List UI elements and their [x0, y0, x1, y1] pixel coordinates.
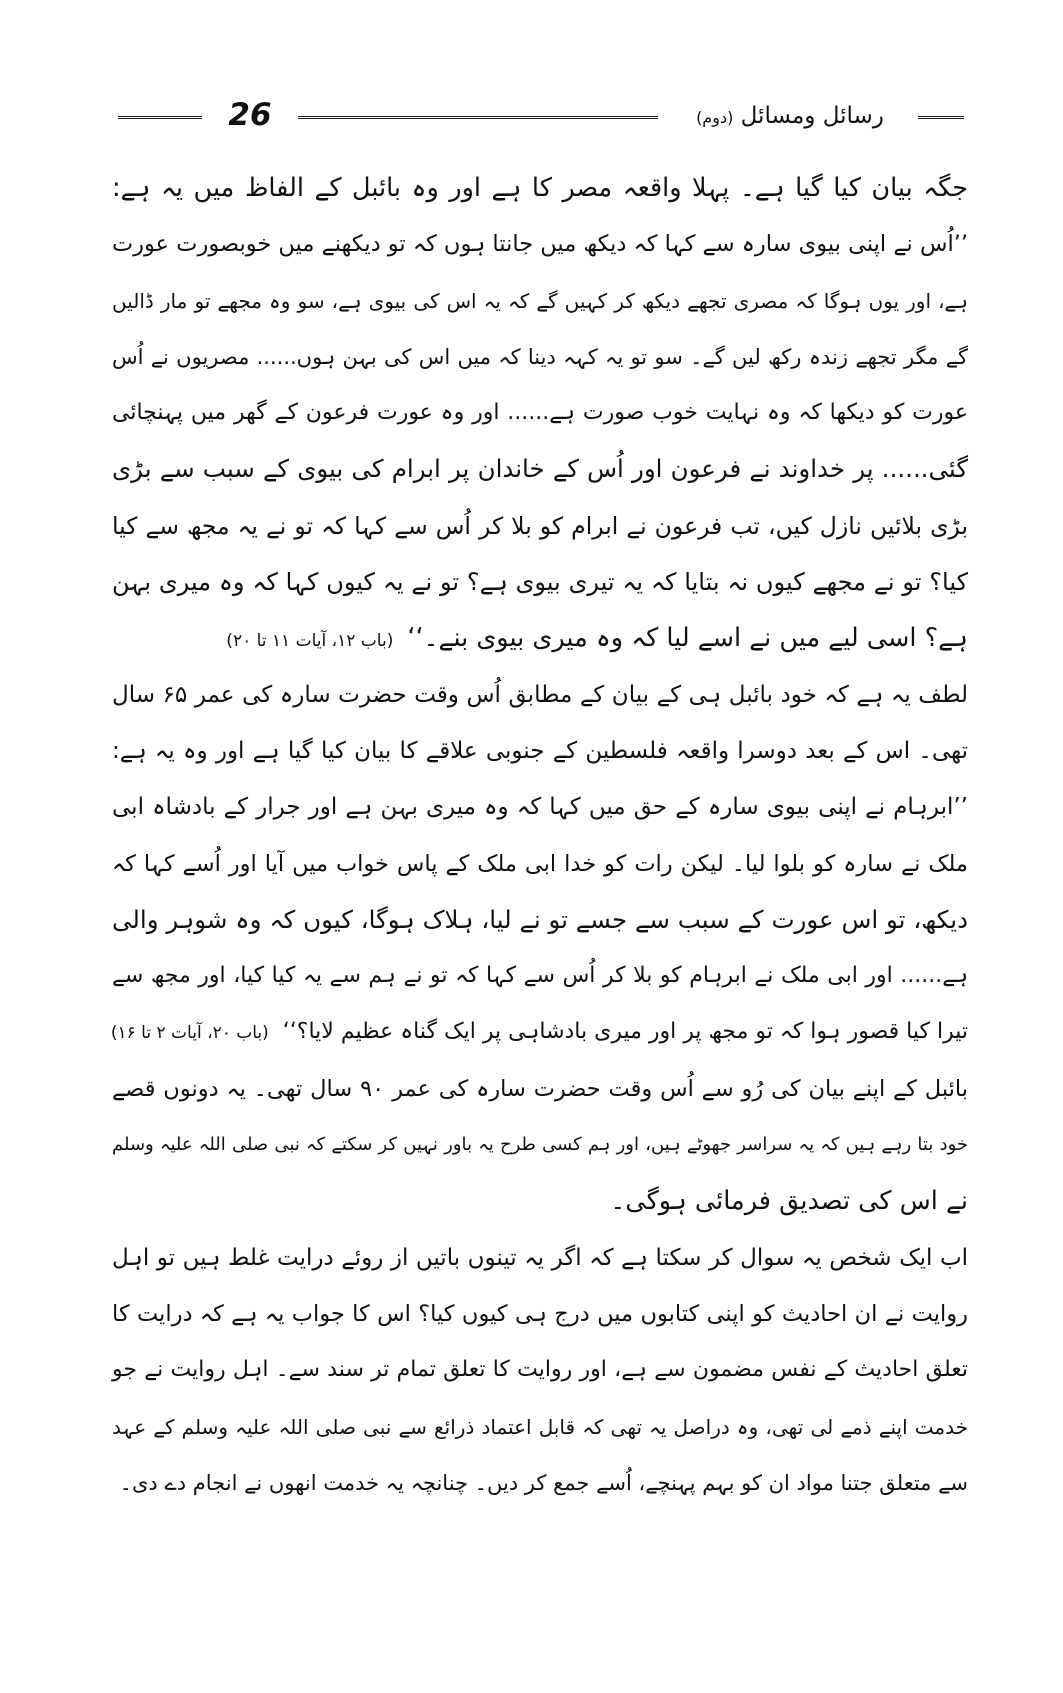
text-line [112, 441, 968, 497]
text-line-content: ’’ابرہام نے اپنی بیوی سارہ کے حق میں کہا کہ وہ میری بہن ہے اور جرار کے بادشاہ ابی [112, 794, 968, 821]
text-line-content: ہے، اور یوں ہوگا کہ مصری تجھے دیکھ کر کہیں گے کہ یہ اس کی بیوی ہے، سو وہ مجھے تو مار ڈالیں [112, 288, 968, 313]
text-line [112, 948, 968, 1004]
text-line-content: بڑی بلائیں نازل کیں، تب فرعون نے ابرام کو بلا کر اُس سے کہا کہ تو نے یہ مجھ سے کیا [112, 511, 968, 540]
text-line [112, 667, 968, 723]
text-line-content: اب ایک شخص یہ سوال کر سکتا ہے کہ اگر یہ تینوں باتیں از روئے درایت غلط ہیں تو اہل [112, 1244, 968, 1271]
text-line-content: خود بتا رہے ہیں کہ یہ سراسر جھوٹے ہیں، اور ہم کسی طرح یہ باور نہیں کر سکتے کہ نبی صلی اللہ علیہ وسلم [112, 1134, 968, 1156]
scripture-reference: (باب ۱۲، آیات ۱۱ تا ۲۰) [226, 631, 394, 652]
text-line [112, 1173, 968, 1229]
text-line-content: گئی...... پر خداوند نے فرعون اور اُس کے خاندان پر ابرام کی بیوی کے سبب سے بڑی [112, 454, 968, 484]
text-line [112, 216, 968, 272]
text-line-content: عورت کو دیکھا کہ وہ نہایت خوب صورت ہے...... اور وہ عورت فرعون کے گھر میں پہنچائی [112, 400, 968, 426]
text-line-content: ہے...... اور ابی ملک نے ابرہام کو بلا کر اُس سے کہا کہ تو نے ہم سے یہ کیا کیا، اور مجھ سے [112, 963, 968, 989]
text-line [112, 836, 968, 892]
header-rule-left [118, 116, 202, 119]
text-line [112, 1342, 968, 1398]
text-line-content: تعلق احادیث کے نفس مضمون سے ہے، اور روایت کا تعلق تمام تر سند سے۔ اہل روایت نے جو [112, 1357, 968, 1383]
text-line [112, 1061, 968, 1117]
text-line-content: بائبل کے اپنے بیان کی رُو سے اُس وقت حضرت سارہ کی عمر ۹۰ سال تھی۔ یہ دونوں قصے [112, 1075, 969, 1102]
running-header [118, 86, 964, 146]
text-line-content: تھی۔ اس کے بعد دوسرا واقعہ فلسطین کے جنوبی علاقے کا بیان کیا گیا ہے اور وہ یہ ہے: [112, 737, 968, 764]
text-line-content: لطف یہ ہے کہ خود بائبل ہی کے بیان کے مطابق اُس وقت حضرت سارہ کی عمر ۶۵ سال [112, 681, 968, 708]
text-line-content: ہے؟ اسی لیے میں نے اسے لیا کہ وہ میری بیوی بنے۔‘‘ [407, 623, 968, 654]
text-line [112, 160, 968, 216]
book-title [666, 94, 914, 140]
header-rule-right [918, 116, 964, 119]
text-line [112, 779, 968, 835]
book-title-text: رسائل ومسائل [740, 103, 884, 129]
text-line [112, 1455, 968, 1511]
text-line [112, 1230, 968, 1286]
text-line [112, 892, 968, 948]
text-line [112, 385, 968, 441]
text-line-content: جگہ بیان کیا گیا ہے۔ پہلا واقعہ مصر کا ہے اور وہ بائبل کے الفاظ میں یہ ہے: [112, 173, 968, 203]
text-line-content: ’’اُس نے اپنی بیوی سارہ سے کہا کہ دیکھ میں جانتا ہوں کہ تو دیکھنے میں خوبصورت عورت [112, 231, 968, 258]
text-line [112, 610, 968, 666]
header-rule-middle [298, 116, 658, 119]
text-line-content: دیکھ، تو اس عورت کے سبب سے جسے تو نے لیا، ہلاک ہوگا، کیوں کہ وہ شوہر والی [112, 904, 968, 934]
scripture-reference: (باب ۲۰، آیات ۲ تا ۱۶) [110, 1023, 269, 1044]
text-line [112, 498, 968, 554]
text-line-content: گے مگر تجھے زندہ رکھ لیں گے۔ سو تو یہ کہہ دینا کہ میں اس کی بہن ہوں...... مصریوں نے اُس [112, 344, 968, 369]
text-line [112, 554, 968, 610]
text-line [112, 329, 968, 385]
text-line-content: روایت نے ان احادیث کو اپنی کتابوں میں درج ہی کیوں کیا؟ اس کا جواب یہ ہے کہ درایت کا [112, 1300, 968, 1327]
book-volume: (دوم) [696, 108, 734, 127]
body-text [112, 160, 968, 1511]
text-line-content: تیرا کیا قصور ہوا کہ تو مجھ پر اور میری بادشاہی پر ایک گناہ عظیم لایا؟‘‘ [282, 1019, 968, 1045]
text-line [112, 1399, 968, 1455]
text-line-content: ملک نے سارہ کو بلوا لیا۔ لیکن رات کو خدا ابی ملک کے پاس خواب میں آیا اور اُسے کہا کہ [112, 850, 968, 877]
text-line [112, 1286, 968, 1342]
text-line [112, 1117, 968, 1173]
page-number: 26 [228, 97, 272, 133]
text-line-content: نے اس کی تصدیق فرمائی ہوگی۔ [610, 1186, 968, 1217]
text-line-content: سے متعلق جتنا مواد ان کو بہم پہنچے، اُسے جمع کر دیں۔ چنانچہ یہ خدمت انھوں نے انجام دے دی۔ [119, 1470, 968, 1495]
text-line [112, 1004, 968, 1060]
text-line [112, 723, 968, 779]
text-line-content: خدمت اپنے ذمے لی تھی، وہ دراصل یہ تھی کہ قابل اعتماد ذرائع سے نبی صلی اللہ علیہ وسلم کے عہد [112, 1414, 968, 1439]
text-line-content: کیا؟ تو نے مجھے کیوں نہ بتایا کہ یہ تیری بیوی ہے؟ تو نے یہ کیوں کہا کہ وہ میری بہن [112, 568, 968, 597]
text-line [112, 273, 968, 329]
